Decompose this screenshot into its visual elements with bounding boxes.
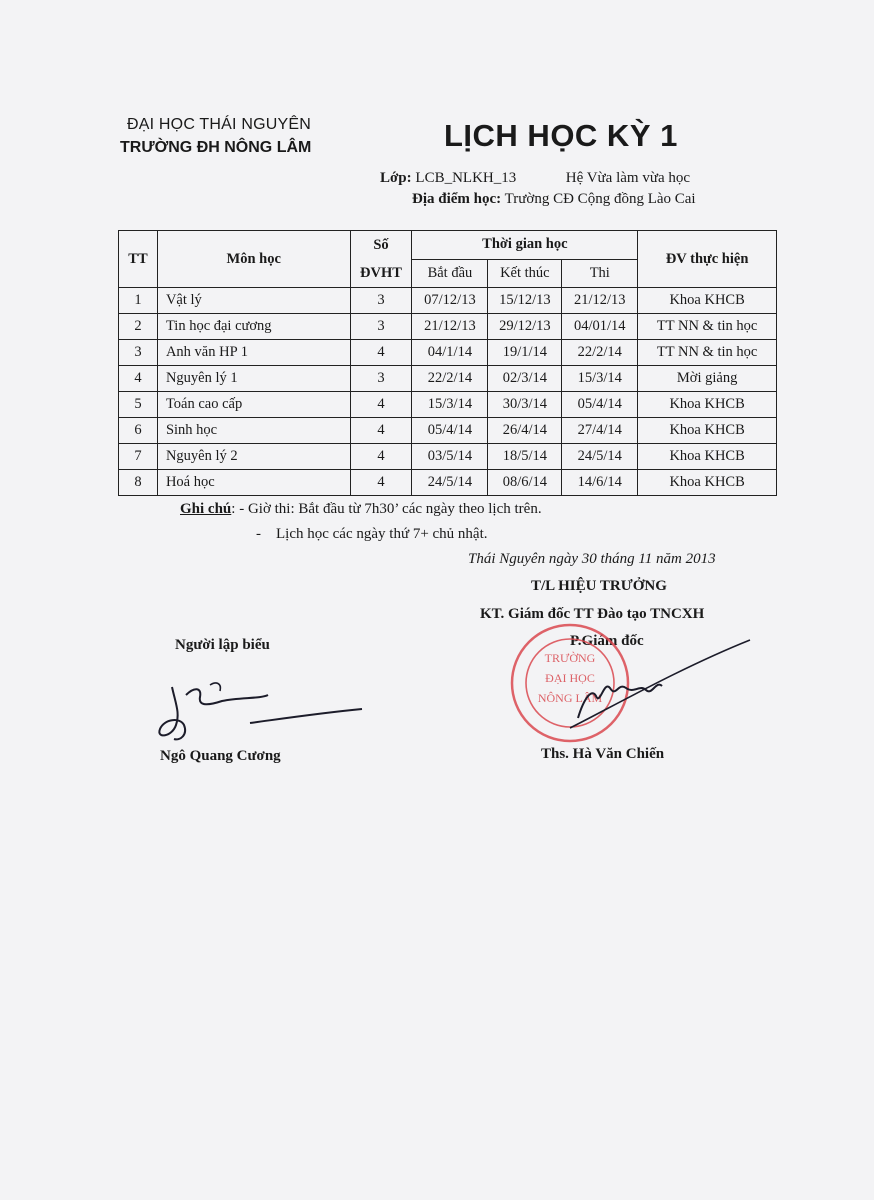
cell-subject: Sinh học xyxy=(157,418,350,444)
cell-subject: Anh văn HP 1 xyxy=(157,340,350,366)
cell-end: 29/12/13 xyxy=(488,314,562,340)
cell-credits: 3 xyxy=(350,366,412,392)
signer-name: Ths. Hà Văn Chiến xyxy=(541,746,665,762)
table-row xyxy=(119,340,777,366)
place-line xyxy=(412,191,696,208)
table-row xyxy=(119,418,777,444)
cell-tt: 6 xyxy=(119,418,158,444)
cell-tt: 5 xyxy=(119,392,158,418)
class-value: LCB_NLKH_13 xyxy=(415,170,517,186)
cell-start: 15/3/14 xyxy=(412,392,488,418)
cell-credits: 4 xyxy=(350,340,412,366)
place-label: Địa điểm học: xyxy=(412,191,502,207)
cell-credits: 4 xyxy=(350,392,412,418)
svg-text:NÔNG LÂM: NÔNG LÂM xyxy=(537,691,603,705)
cell-unit: Khoa KHCB xyxy=(638,418,777,444)
cell-credits: 3 xyxy=(350,314,412,340)
table-row xyxy=(119,470,777,496)
table-row xyxy=(119,444,777,470)
official-seal xyxy=(500,618,760,748)
cell-exam: 14/6/14 xyxy=(562,470,638,496)
cell-unit: Khoa KHCB xyxy=(638,470,777,496)
cell-start: 07/12/13 xyxy=(412,288,488,314)
note-label: Ghi chú xyxy=(180,501,232,517)
header-start: Bắt đầu xyxy=(412,259,488,288)
cell-tt: 4 xyxy=(119,366,158,392)
cell-credits: 4 xyxy=(350,418,412,444)
signer-title-1: T/L HIỆU TRƯỞNG xyxy=(531,578,667,594)
cell-subject: Hoá học xyxy=(157,470,350,496)
cell-start: 21/12/13 xyxy=(412,314,488,340)
place-value: Trường CĐ Cộng đồng Lào Cai xyxy=(504,191,696,207)
cell-tt: 1 xyxy=(119,288,158,314)
signer-title-3: P.Giám đốc xyxy=(570,633,644,649)
cell-exam: 24/5/14 xyxy=(562,444,638,470)
header-credits-top: Số xyxy=(350,231,412,260)
table-row xyxy=(119,392,777,418)
cell-exam: 05/4/14 xyxy=(562,392,638,418)
cell-exam: 27/4/14 xyxy=(562,418,638,444)
cell-end: 02/3/14 xyxy=(488,366,562,392)
header-exam: Thi xyxy=(562,259,638,288)
cell-subject: Tin học đại cương xyxy=(157,314,350,340)
cell-end: 15/12/13 xyxy=(488,288,562,314)
cell-start: 03/5/14 xyxy=(412,444,488,470)
cell-tt: 2 xyxy=(119,314,158,340)
note-line-2: - Lịch học các ngày thứ 7+ chủ nhật. xyxy=(256,526,488,542)
cell-tt: 8 xyxy=(119,470,158,496)
cell-unit: Khoa KHCB xyxy=(638,288,777,314)
cell-start: 04/1/14 xyxy=(412,340,488,366)
study-system: Hệ Vừa làm vừa học xyxy=(565,170,691,186)
cell-start: 22/2/14 xyxy=(412,366,488,392)
class-label: Lớp: xyxy=(380,170,412,186)
cell-tt: 3 xyxy=(119,340,158,366)
signing-date: Thái Nguyên ngày 30 tháng 11 năm 2013 xyxy=(468,551,716,567)
cell-end: 30/3/14 xyxy=(488,392,562,418)
cell-exam: 21/12/13 xyxy=(562,288,638,314)
header-end: Kết thúc xyxy=(488,259,562,288)
cell-subject: Toán cao cấp xyxy=(157,392,350,418)
note-line-1 xyxy=(180,501,542,518)
class-line xyxy=(380,170,690,187)
cell-end: 08/6/14 xyxy=(488,470,562,496)
header-unit: ĐV thực hiện xyxy=(638,231,777,288)
cell-exam: 04/01/14 xyxy=(562,314,638,340)
cell-unit: Mời giảng xyxy=(638,366,777,392)
table-row xyxy=(119,366,777,392)
school-name: TRƯỜNG ĐH NÔNG LÂM xyxy=(120,139,312,156)
schedule-table xyxy=(118,230,777,496)
note-text-1: : - Giờ thi: Bắt đầu từ 7h30’ các ngày theo lịch trên. xyxy=(231,501,542,517)
header-subject: Môn học xyxy=(157,231,350,288)
cell-end: 18/5/14 xyxy=(488,444,562,470)
cell-credits: 3 xyxy=(350,288,412,314)
page-title: LỊCH HỌC KỲ 1 xyxy=(444,118,678,153)
maker-name: Ngô Quang Cương xyxy=(160,748,281,764)
svg-text:ĐẠI HỌC: ĐẠI HỌC xyxy=(545,671,595,685)
cell-subject: Nguyên lý 2 xyxy=(157,444,350,470)
cell-credits: 4 xyxy=(350,444,412,470)
table-row xyxy=(119,314,777,340)
cell-unit: TT NN & tin học xyxy=(638,340,777,366)
cell-unit: Khoa KHCB xyxy=(638,444,777,470)
cell-credits: 4 xyxy=(350,470,412,496)
cell-start: 05/4/14 xyxy=(412,418,488,444)
signer-title-2: KT. Giám đốc TT Đào tạo TNCXH xyxy=(480,606,705,622)
header-credits-bottom: ĐVHT xyxy=(350,259,412,288)
cell-subject: Nguyên lý 1 xyxy=(157,366,350,392)
svg-text:TRƯỜNG: TRƯỜNG xyxy=(544,651,596,665)
cell-unit: Khoa KHCB xyxy=(638,392,777,418)
cell-exam: 22/2/14 xyxy=(562,340,638,366)
cell-end: 26/4/14 xyxy=(488,418,562,444)
cell-subject: Vật lý xyxy=(157,288,350,314)
cell-unit: TT NN & tin học xyxy=(638,314,777,340)
cell-start: 24/5/14 xyxy=(412,470,488,496)
cell-exam: 15/3/14 xyxy=(562,366,638,392)
university-name: ĐẠI HỌC THÁI NGUYÊN xyxy=(127,116,311,133)
table-row xyxy=(119,288,777,314)
cell-end: 19/1/14 xyxy=(488,340,562,366)
maker-signature xyxy=(150,665,370,745)
maker-label: Người lập biểu xyxy=(175,637,270,653)
header-time: Thời gian học xyxy=(412,231,638,260)
header-tt: TT xyxy=(119,231,158,288)
cell-tt: 7 xyxy=(119,444,158,470)
